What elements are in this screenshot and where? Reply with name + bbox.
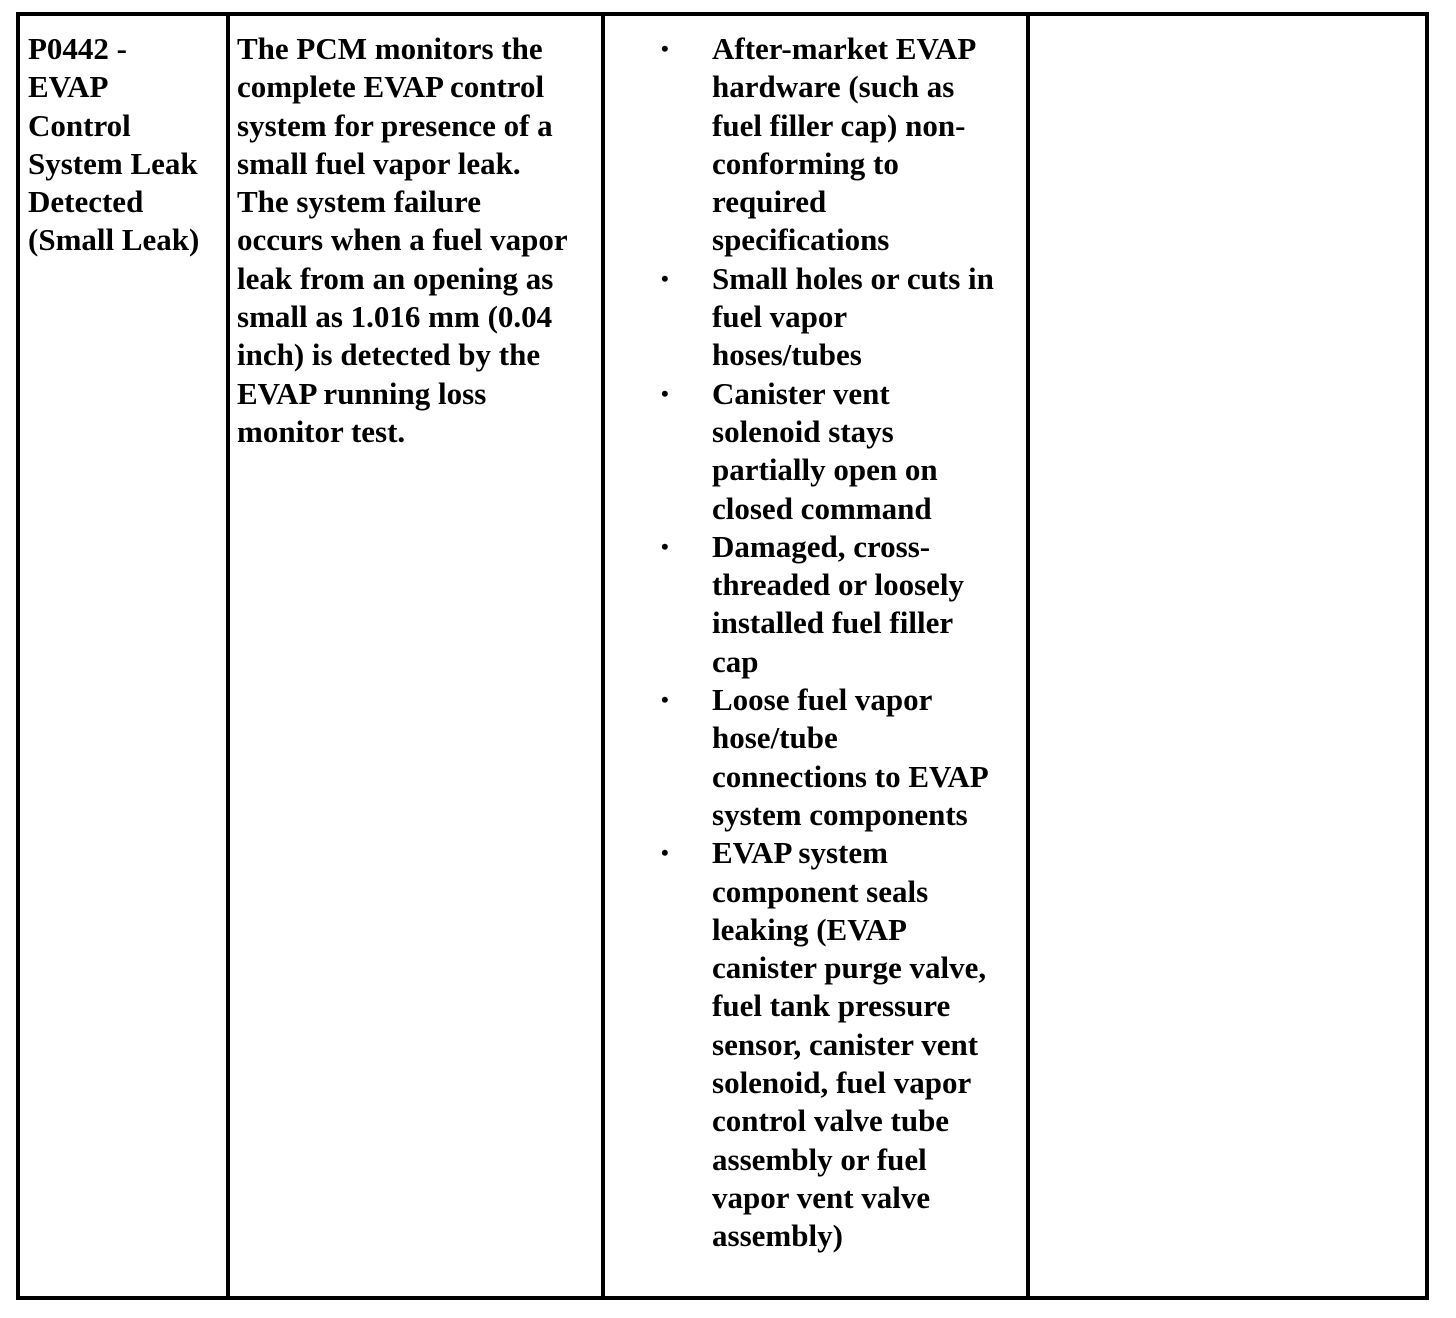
bullet-icon: • <box>661 380 669 406</box>
possible-causes-list <box>605 16 1026 1256</box>
description-text: The PCM monitors the complete EVAP control system for presence of a small fuel vapor leak. The system failure occurs when a fuel vapor leak from an opening as small as 1.016 mm (0.04 inch) is detected by the EVAP running loss monitor test. <box>237 31 568 449</box>
cause-text: EVAP system component seals leaking (EVAP canister purge valve, fuel tank pressure sensor, canister vent solenoid, fuel vapor control valve tube assembly or fuel vapor vent valve assembly) <box>712 835 987 1254</box>
list-item <box>605 30 1026 260</box>
bullet-icon: • <box>661 36 669 61</box>
description-cell <box>228 14 603 1298</box>
possible-causes-cell <box>603 14 1028 1298</box>
bullet-icon: • <box>661 265 669 291</box>
cause-text: Loose fuel vapor hose/tube connections to EVAP system components <box>712 682 989 832</box>
cause-text: After-market EVAP hardware (such as fuel filler cap) non- conforming to required specifications <box>712 31 977 258</box>
list-item <box>605 260 1026 375</box>
list-item <box>605 375 1026 528</box>
cause-text: Damaged, cross- threaded or loosely installed fuel filler cap <box>712 528 965 679</box>
list-item <box>605 834 1026 1255</box>
bullet-icon: • <box>661 533 669 559</box>
list-item <box>605 528 1026 681</box>
table-row <box>18 14 1427 1298</box>
dtc-code-text: P0442 - EVAP Control System Leak Detected (Small Leak) <box>28 31 200 258</box>
action-cell <box>1028 14 1427 1298</box>
action-text <box>1030 16 1425 30</box>
cause-text: Small holes or cuts in fuel vapor hoses/tubes <box>712 260 994 373</box>
bullet-icon: • <box>661 687 669 713</box>
cause-text: Canister vent solenoid stays partially open on closed command <box>712 375 938 526</box>
list-item <box>605 681 1026 834</box>
dtc-code-cell <box>18 14 228 1298</box>
bullet-icon: • <box>661 840 669 866</box>
dtc-table <box>16 12 1429 1300</box>
